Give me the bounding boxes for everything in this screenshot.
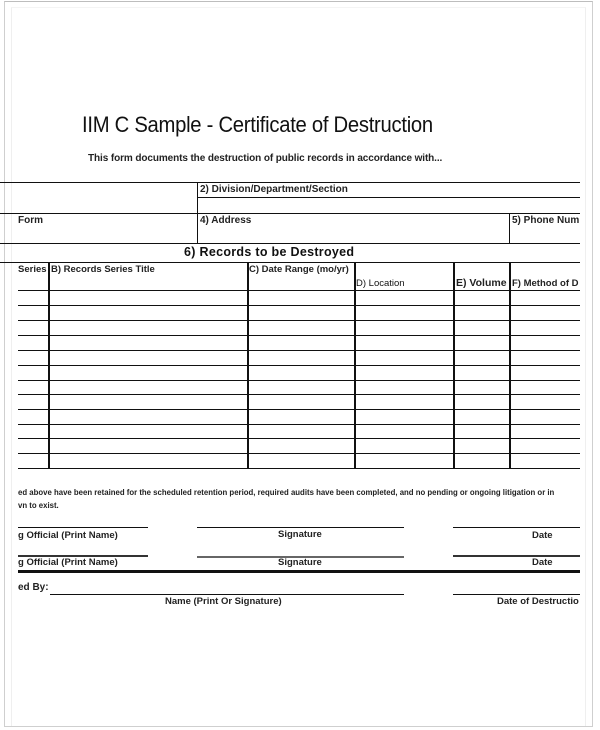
column-header-e: E) Volume <box>456 277 507 289</box>
destroyed-by-line[interactable] <box>50 594 404 595</box>
field-form-input[interactable] <box>0 228 196 242</box>
table-row[interactable] <box>18 381 580 394</box>
field-phone-input[interactable] <box>510 228 580 242</box>
column-header-c: C) Date Range (mo/yr) <box>249 264 349 275</box>
field-phone-label: 5) Phone Num <box>512 215 580 226</box>
field-address-label: 4) Address <box>200 215 252 226</box>
name-line-1[interactable] <box>18 527 148 528</box>
column-header-a: Series <box>18 264 47 275</box>
header-bottom-rule <box>0 243 580 244</box>
table-row[interactable] <box>18 336 580 350</box>
table-row[interactable] <box>18 366 580 380</box>
date-line-1[interactable] <box>453 527 580 528</box>
table-row[interactable] <box>18 321 580 335</box>
table-row[interactable] <box>18 351 580 365</box>
name-label-1: g Official (Print Name) <box>18 530 118 541</box>
date-label-2: Date <box>532 557 553 568</box>
document-title: IIM C Sample - Certificate of Destruction <box>82 112 433 137</box>
table-row[interactable] <box>18 410 580 424</box>
destroyed-by-label: ed By: <box>18 582 49 593</box>
table-row[interactable] <box>18 439 580 453</box>
document-subtitle: This form documents the destruction of public records in accordance with... <box>88 153 443 164</box>
signature-label-1: Signature <box>278 529 322 540</box>
signature-line-1[interactable] <box>197 527 404 528</box>
header-mid-rule <box>0 213 580 214</box>
field-division-input[interactable] <box>198 198 580 212</box>
destruction-date-label: Date of Destructio <box>497 596 579 607</box>
table-top-rule <box>0 262 580 263</box>
signature-separator <box>18 570 580 573</box>
name-label-2: g Official (Print Name) <box>18 557 118 568</box>
destruction-date-line[interactable] <box>453 594 580 595</box>
table-row[interactable] <box>18 291 580 305</box>
records-section-title: 6) Records to be Destroyed <box>184 245 355 259</box>
row-rule <box>18 468 580 469</box>
destroyed-by-name-label: Name (Print Or Signature) <box>165 596 282 607</box>
column-header-d: D) Location <box>356 278 405 289</box>
header-top-rule <box>0 182 580 183</box>
field-form-label: Form <box>18 215 43 226</box>
field-division-label: 2) Division/Department/Section <box>200 184 348 195</box>
table-row[interactable] <box>18 425 580 438</box>
table-row[interactable] <box>18 395 580 409</box>
table-row[interactable] <box>18 306 580 320</box>
signature-label-2: Signature <box>278 557 322 568</box>
column-header-f: F) Method of D <box>512 278 579 289</box>
field-address-input[interactable] <box>198 228 508 242</box>
date-label-1: Date <box>532 530 553 541</box>
date-line-2[interactable] <box>453 555 580 557</box>
certification-statement-line2: vn to exist. <box>18 501 59 510</box>
column-header-b: B) Records Series Title <box>51 264 155 275</box>
certification-statement-line1: ed above have been retained for the scheduled retention period, required audits have been completed, and no pending or ongoing litigation or in <box>18 488 555 497</box>
table-row[interactable] <box>18 454 580 468</box>
